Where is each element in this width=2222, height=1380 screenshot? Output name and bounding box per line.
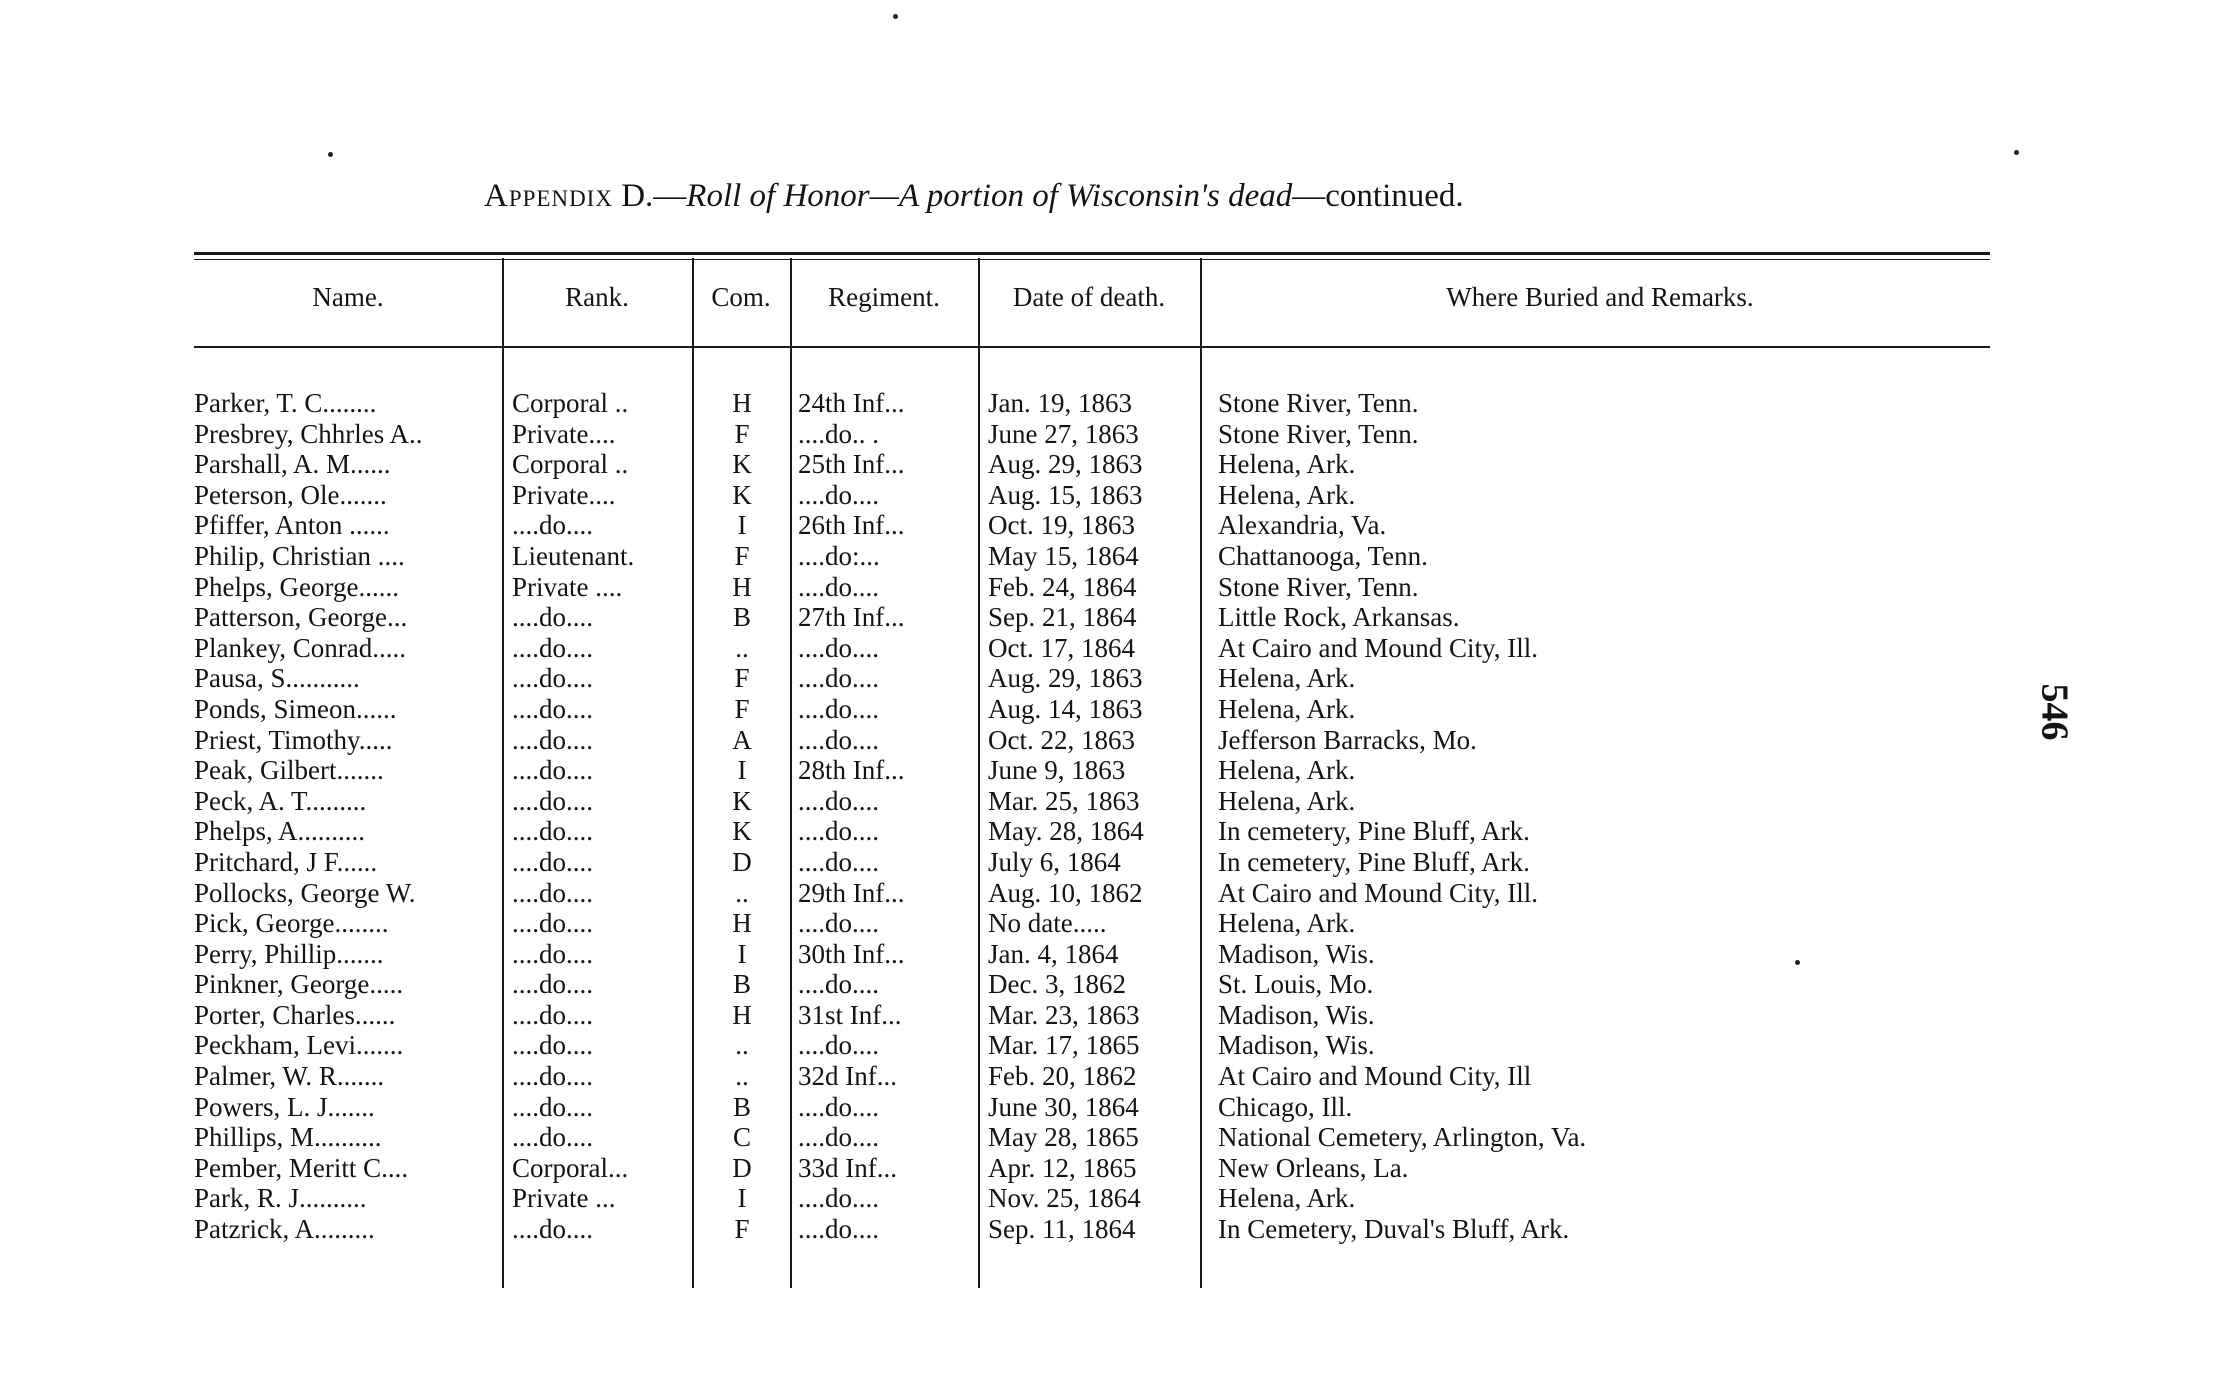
cell-where: At Cairo and Mound City, Ill — [1218, 1061, 1532, 1092]
header-name: Name. — [312, 282, 384, 312]
page-title — [484, 178, 1724, 215]
cell-where: At Cairo and Mound City, Ill. — [1218, 632, 1538, 663]
cell-regiment: 26th Inf... — [798, 510, 905, 541]
cell-where: At Cairo and Mound City, Ill. — [1218, 877, 1538, 908]
cell-name: Parker, T. C........ — [194, 388, 377, 418]
cell-rank: ....do.... — [512, 510, 593, 541]
cell-com: C — [732, 1122, 751, 1153]
cell-name: Pick, George........ — [194, 908, 389, 939]
scan-speck — [328, 152, 333, 157]
table-row — [0, 1153, 2222, 1184]
cell-rank: ....do.... — [512, 938, 593, 969]
cell-date: Feb. 24, 1864 — [988, 571, 1137, 602]
cell-where: Stone River, Tenn. — [1218, 571, 1419, 602]
cell-regiment: 33d Inf... — [798, 1152, 897, 1183]
cell-name: Presbrey, Chhrles A.. — [194, 418, 423, 449]
page-number: 546 — [2033, 683, 2076, 741]
cell-regiment: ....do.... — [798, 1091, 879, 1122]
top-rule-thick — [194, 252, 1990, 255]
cell-name: Peterson, Ole....... — [194, 479, 387, 510]
cell-rank: ....do.... — [512, 693, 593, 724]
cell-rank: ....do.... — [512, 663, 593, 694]
cell-rank: ....do.... — [512, 1091, 593, 1122]
cell-com: A — [732, 724, 752, 755]
cell-where: Madison, Wis. — [1218, 938, 1375, 969]
cell-date: Mar. 23, 1863 — [988, 999, 1140, 1030]
header-where: Where Buried and Remarks. — [1446, 282, 1754, 312]
cell-regiment: ....do:... — [798, 540, 880, 571]
cell-date: Jan. 19, 1863 — [988, 388, 1132, 418]
cell-regiment: ....do.... — [798, 846, 879, 877]
cell-com: D — [732, 1152, 752, 1183]
cell-rank: ....do.... — [512, 969, 593, 1000]
table-row — [0, 694, 2222, 725]
scan-speck — [2014, 150, 2019, 155]
header-regiment: Regiment. — [828, 282, 940, 312]
cell-regiment: 31st Inf... — [798, 999, 902, 1030]
cell-com: H — [732, 999, 752, 1030]
cell-name: Pfiffer, Anton ...... — [194, 510, 390, 541]
cell-com: .. — [735, 1061, 749, 1092]
cell-name: Peak, Gilbert....... — [194, 755, 384, 786]
cell-where: In Cemetery, Duval's Bluff, Ark. — [1218, 1214, 1570, 1245]
cell-date: May 28, 1865 — [988, 1122, 1139, 1153]
cell-regiment: ....do.... — [798, 1214, 879, 1245]
cell-rank: ....do.... — [512, 1214, 593, 1245]
cell-rank: Private ... — [512, 1183, 616, 1214]
cell-date: May 15, 1864 — [988, 540, 1139, 571]
table-row — [0, 663, 2222, 694]
cell-where: In cemetery, Pine Bluff, Ark. — [1218, 846, 1530, 877]
cell-com: B — [732, 602, 751, 633]
cell-name: Pinkner, George..... — [194, 969, 404, 1000]
cell-date: Sep. 11, 1864 — [988, 1214, 1136, 1245]
cell-date: June 9, 1863 — [988, 755, 1126, 786]
cell-where: Chicago, Ill. — [1218, 1091, 1353, 1122]
cell-date: Mar. 17, 1865 — [988, 1030, 1140, 1061]
cell-date: Sep. 21, 1864 — [988, 602, 1137, 633]
cell-rank: Private.... — [512, 418, 616, 449]
table-row — [0, 1030, 2222, 1061]
cell-name: Pollocks, George W. — [194, 877, 416, 908]
cell-rank: Private .... — [512, 571, 623, 602]
table-row — [0, 969, 2222, 1000]
cell-where: National Cemetery, Arlington, Va. — [1218, 1122, 1587, 1153]
cell-where: Little Rock, Arkansas. — [1218, 602, 1460, 633]
table-row — [0, 510, 2222, 541]
cell-com: I — [737, 938, 747, 969]
table-row — [0, 1122, 2222, 1153]
cell-name: Park, R. J.......... — [194, 1183, 367, 1214]
cell-name: Patterson, George... — [194, 602, 408, 633]
scan-speck — [1795, 960, 1800, 965]
cell-date: Dec. 3, 1862 — [988, 969, 1126, 1000]
cell-name: Phillips, M.......... — [194, 1122, 382, 1153]
cell-regiment: ....do.... — [798, 724, 879, 755]
table-row — [0, 755, 2222, 786]
table-row — [0, 847, 2222, 878]
cell-regiment: ....do.. . — [798, 418, 879, 449]
cell-name: Plankey, Conrad..... — [194, 632, 406, 663]
cell-regiment: 30th Inf... — [798, 938, 905, 969]
cell-name: Phelps, George...... — [194, 571, 399, 602]
cell-date: Aug. 29, 1863 — [988, 449, 1143, 480]
cell-regiment: ....do.... — [798, 785, 879, 816]
cell-rank: ....do.... — [512, 999, 593, 1030]
cell-com: F — [734, 693, 750, 724]
cell-name: Palmer, W. R....... — [194, 1061, 385, 1092]
cell-com: D — [732, 846, 752, 877]
table-row — [0, 541, 2222, 572]
cell-com: K — [732, 816, 752, 847]
cell-where: Helena, Ark. — [1218, 755, 1356, 786]
title-letter: D.— — [621, 178, 687, 214]
cell-where: Helena, Ark. — [1218, 449, 1356, 480]
cell-date: Aug. 10, 1862 — [988, 877, 1143, 908]
cell-regiment: 29th Inf... — [798, 877, 905, 908]
cell-where: St. Louis, Mo. — [1218, 969, 1374, 1000]
cell-regiment: ....do.... — [798, 663, 879, 694]
scan-speck — [893, 14, 898, 19]
cell-name: Philip, Christian .... — [194, 540, 405, 571]
cell-rank: ....do.... — [512, 632, 593, 663]
header-com: Com. — [711, 282, 771, 312]
cell-regiment: ....do.... — [798, 571, 879, 602]
cell-com: K — [732, 449, 752, 480]
cell-date: Apr. 12, 1865 — [988, 1152, 1137, 1183]
cell-name: Powers, L. J....... — [194, 1091, 375, 1122]
top-rule-thin — [194, 259, 1990, 260]
cell-date: Oct. 17, 1864 — [988, 632, 1135, 663]
cell-date: Feb. 20, 1862 — [988, 1061, 1137, 1092]
table-row — [0, 449, 2222, 480]
cell-rank: Corporal... — [512, 1152, 629, 1183]
cell-com: H — [732, 908, 752, 939]
cell-where: Madison, Wis. — [1218, 1030, 1375, 1061]
title-continued: —continued. — [1292, 178, 1464, 214]
cell-com: I — [737, 1183, 747, 1214]
cell-com: .. — [735, 877, 749, 908]
cell-where: Helena, Ark. — [1218, 663, 1356, 694]
cell-date: June 27, 1863 — [988, 418, 1139, 449]
cell-date: No date..... — [988, 908, 1107, 939]
cell-rank: ....do.... — [512, 602, 593, 633]
cell-name: Porter, Charles...... — [194, 999, 396, 1030]
cell-regiment: 28th Inf... — [798, 755, 905, 786]
cell-com: F — [734, 663, 750, 694]
cell-regiment: 24th Inf... — [798, 388, 905, 418]
cell-name: Peck, A. T......... — [194, 785, 367, 816]
table-row — [0, 388, 2222, 419]
table-row — [0, 633, 2222, 664]
cell-com: .. — [735, 632, 749, 663]
cell-where: Madison, Wis. — [1218, 999, 1375, 1030]
table-row — [0, 1092, 2222, 1123]
cell-com: F — [734, 418, 750, 449]
cell-regiment: 25th Inf... — [798, 449, 905, 480]
cell-where: In cemetery, Pine Bluff, Ark. — [1218, 816, 1530, 847]
table-row — [0, 816, 2222, 847]
cell-where: Stone River, Tenn. — [1218, 388, 1419, 418]
cell-where: Helena, Ark. — [1218, 693, 1356, 724]
cell-name: Perry, Phillip....... — [194, 938, 384, 969]
cell-name: Pausa, S........... — [194, 663, 360, 694]
header-date: Date of death. — [1012, 282, 1166, 312]
title-appendix: Appendix — [484, 178, 613, 214]
cell-date: Jan. 4, 1864 — [988, 938, 1119, 969]
cell-regiment: ....do.... — [798, 1183, 879, 1214]
cell-date: Oct. 22, 1863 — [988, 724, 1135, 755]
cell-rank: Corporal .. — [512, 388, 629, 418]
cell-regiment: ....do.... — [798, 1030, 879, 1061]
cell-where: Helena, Ark. — [1218, 1183, 1356, 1214]
cell-regiment: ....do.... — [798, 479, 879, 510]
table-row — [0, 1000, 2222, 1031]
cell-date: Nov. 25, 1864 — [988, 1183, 1141, 1214]
cell-regiment: 32d Inf... — [798, 1061, 897, 1092]
cell-rank: ....do.... — [512, 1061, 593, 1092]
cell-rank: ....do.... — [512, 755, 593, 786]
table-row — [0, 908, 2222, 939]
cell-where: Jefferson Barracks, Mo. — [1218, 724, 1477, 755]
cell-name: Pember, Meritt C.... — [194, 1152, 409, 1183]
cell-rank: Corporal .. — [512, 449, 629, 480]
cell-regiment: ....do.... — [798, 908, 879, 939]
cell-name: Parshall, A. M...... — [194, 449, 391, 480]
cell-where: Helena, Ark. — [1218, 479, 1356, 510]
cell-where: Helena, Ark. — [1218, 785, 1356, 816]
cell-com: B — [732, 1091, 751, 1122]
cell-date: May. 28, 1864 — [988, 816, 1144, 847]
cell-name: Phelps, A.......... — [194, 816, 366, 847]
table-row — [0, 939, 2222, 970]
roll-table-body — [0, 388, 2222, 1245]
table-row — [0, 1183, 2222, 1214]
cell-where: Alexandria, Va. — [1218, 510, 1387, 541]
cell-name: Peckham, Levi....... — [194, 1030, 404, 1061]
cell-rank: ....do.... — [512, 877, 593, 908]
cell-com: K — [732, 479, 752, 510]
cell-regiment: ....do.... — [798, 1122, 879, 1153]
header-bottom-rule — [194, 346, 1990, 348]
cell-where: Stone River, Tenn. — [1218, 418, 1419, 449]
cell-regiment: ....do.... — [798, 816, 879, 847]
cell-regiment: ....do.... — [798, 693, 879, 724]
cell-rank: ....do.... — [512, 1122, 593, 1153]
header-rank: Rank. — [565, 282, 629, 312]
cell-where: Chattanooga, Tenn. — [1218, 540, 1428, 571]
cell-date: Aug. 14, 1863 — [988, 693, 1143, 724]
table-row — [0, 572, 2222, 603]
cell-regiment: ....do.... — [798, 969, 879, 1000]
cell-date: Aug. 15, 1863 — [988, 479, 1143, 510]
cell-rank: ....do.... — [512, 724, 593, 755]
cell-name: Priest, Timothy..... — [194, 724, 393, 755]
cell-date: Aug. 29, 1863 — [988, 663, 1143, 694]
cell-rank: ....do.... — [512, 846, 593, 877]
cell-rank: ....do.... — [512, 1030, 593, 1061]
table-row — [0, 419, 2222, 450]
cell-com: H — [732, 388, 752, 418]
cell-rank: ....do.... — [512, 785, 593, 816]
table-row — [0, 786, 2222, 817]
cell-regiment: ....do.... — [798, 632, 879, 663]
table-row — [0, 480, 2222, 511]
cell-com: K — [732, 785, 752, 816]
cell-com: I — [737, 755, 747, 786]
table-row — [0, 602, 2222, 633]
cell-rank: ....do.... — [512, 908, 593, 939]
title-italic: Roll of Honor—A portion of Wisconsin's dead — [686, 178, 1293, 214]
cell-name: Pritchard, J F...... — [194, 846, 378, 877]
table-row — [0, 725, 2222, 756]
table-row — [0, 1061, 2222, 1092]
table-row — [0, 878, 2222, 909]
cell-date: Oct. 19, 1863 — [988, 510, 1135, 541]
cell-com: .. — [735, 1030, 749, 1061]
cell-date: Mar. 25, 1863 — [988, 785, 1140, 816]
cell-com: I — [737, 510, 747, 541]
cell-com: F — [734, 540, 750, 571]
cell-com: F — [734, 1214, 750, 1245]
cell-date: June 30, 1864 — [988, 1091, 1139, 1122]
cell-where: New Orleans, La. — [1218, 1152, 1409, 1183]
cell-rank: Private.... — [512, 479, 616, 510]
cell-name: Ponds, Simeon...... — [194, 693, 397, 724]
cell-regiment: 27th Inf... — [798, 602, 905, 633]
cell-rank: ....do.... — [512, 816, 593, 847]
cell-date: July 6, 1864 — [988, 846, 1121, 877]
cell-where: Helena, Ark. — [1218, 908, 1356, 939]
cell-com: B — [732, 969, 751, 1000]
cell-name: Patzrick, A......... — [194, 1214, 375, 1245]
cell-com: H — [732, 571, 752, 602]
table-row — [0, 1214, 2222, 1245]
cell-rank: Lieutenant. — [512, 540, 635, 571]
